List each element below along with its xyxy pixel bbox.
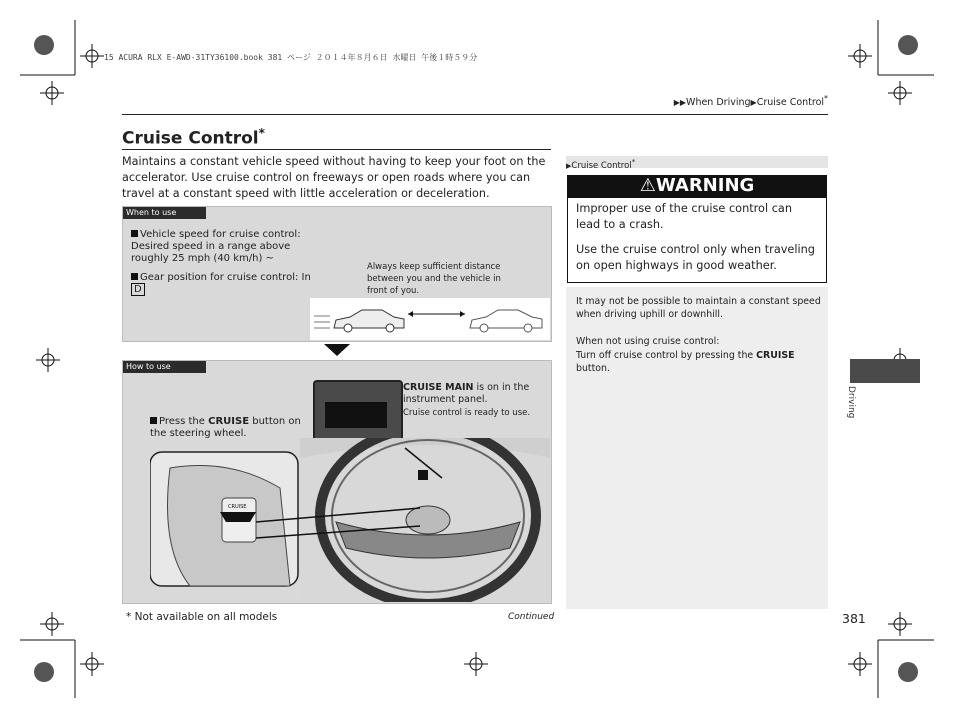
section-tab-label: Driving — [846, 386, 856, 419]
warning-header: ⚠WARNING — [567, 175, 827, 197]
intro-paragraph: Maintains a constant vehicle speed without having to keep your foot on the accelerator. Use cruise control on freeways or open roads where you can travel at a constant speed with little acceleration or deceleration. — [122, 155, 546, 200]
bullet-icon — [131, 230, 138, 237]
warning-triangle-icon: ⚠ — [639, 175, 656, 196]
speed-requirement: Vehicle speed for cruise control: Desired speed in a range above roughly 25 mph (40 km/h) ~ — [131, 229, 301, 264]
footnote: * Not available on all models — [126, 611, 278, 623]
down-arrow-icon — [324, 344, 350, 356]
breadcrumb-section[interactable]: When Driving — [686, 97, 751, 109]
steering-wheel-illustration — [150, 438, 550, 602]
uphill-note: It may not be possible to maintain a constant speed when driving uphill or downhill. — [576, 296, 821, 320]
breadcrumb-separator: ▶ — [750, 98, 757, 108]
cars-following-illustration — [310, 298, 550, 340]
bullet-icon — [150, 417, 157, 424]
page-number: 381 — [842, 611, 866, 626]
breadcrumb-star: * — [824, 94, 828, 103]
header-rule — [122, 114, 828, 115]
sidebar-heading[interactable]: ▶Cruise Control* — [566, 156, 828, 168]
cruise-button-label: CRUISE — [228, 504, 247, 510]
not-using-title: When not using cruise control: — [576, 336, 720, 347]
breadcrumb-page[interactable]: Cruise Control — [756, 97, 825, 109]
press-cruise-instruction: Press the CRUISE button on the steering wheel. — [150, 416, 301, 439]
breadcrumb-marker: ▶▶ — [673, 98, 687, 108]
turn-off-instruction: Turn off cruise control by pressing the CRUISE button. — [576, 350, 795, 374]
warning-box — [567, 197, 827, 283]
warning-paragraph-1: Improper use of the cruise control can lead to a crash. — [576, 202, 792, 231]
breadcrumb — [674, 94, 828, 108]
bullet-icon — [131, 273, 138, 280]
title-rule — [122, 149, 551, 150]
continued-label: Continued — [508, 612, 555, 622]
section-tab[interactable] — [850, 359, 920, 383]
gear-requirement: Gear position for cruise control: In D — [131, 272, 311, 296]
page-title: Cruise Control* — [122, 126, 265, 149]
ready-text: Cruise control is ready to use. — [403, 408, 531, 418]
cruise-main-indicator — [325, 402, 387, 428]
warning-paragraph-2: Use the cruise control only when traveling on open highways in good weather. — [576, 243, 815, 272]
cruise-main-status: CRUISE MAIN is on in the instrument panel. — [403, 382, 530, 405]
distance-note: Always keep sufficient distance between you and the vehicle in front of you. — [367, 262, 501, 296]
how-to-use-tag: How to use — [123, 361, 206, 373]
print-meta: 15 ACURA RLX E-AWD-31TY36100.book 381 ページ ２０１４年８月６日 水曜日 午後１時５９分 — [104, 53, 478, 62]
gear-d-indicator: D — [131, 283, 145, 296]
when-to-use-tag: When to use — [123, 207, 206, 219]
